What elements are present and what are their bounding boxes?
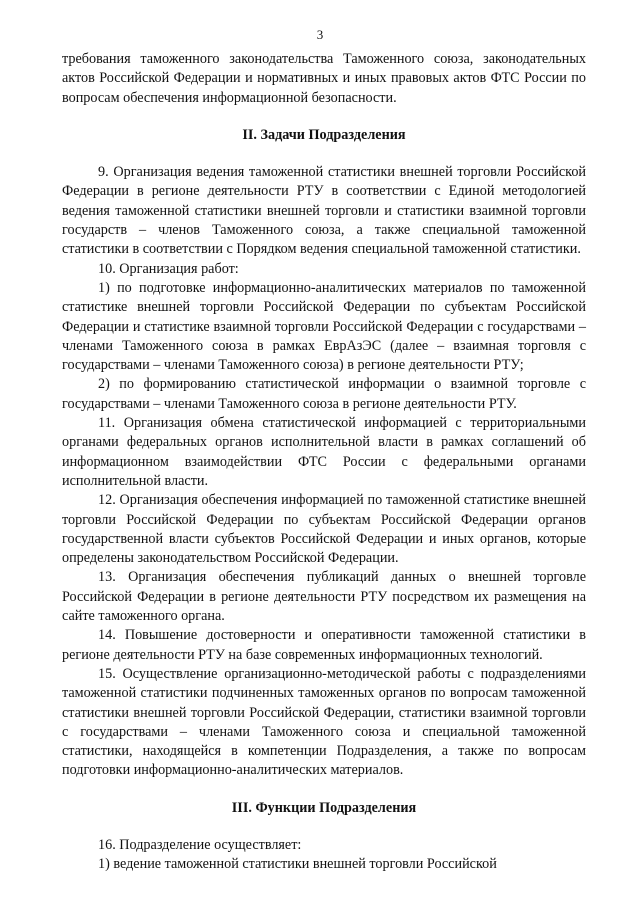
paragraph-15: 15. Осуществление организационно-методической работы с подразделениями таможенной статистики подчиненных таможенных органов по вопросам таможенной статистики внешней торговли Российской Федерации, статистики взаимной торговли с государствами – членами Таможенного союза и специальной таможенной статистики, находящейся в компетенции Подразделения, а также по вопросам подготовки информационно-аналитических материалов. <box>62 665 586 779</box>
paragraph-9: 9. Организация ведения таможенной статистики внешней торговли Российской Федерации в регионе деятельности РТУ в соответствии с Единой методологией ведения таможенной статистики внешней торговли и статистики взаимной торговли государств – членов Таможенного союза, а также специальной таможенной статистики в соответствии с Порядком ведения специальной таможенной статистики. <box>62 164 586 258</box>
paragraph-13: 13. Организация обеспечения публикаций данных о внешней торговле Российской Федерации в регионе деятельности РТУ посредством их размещения на сайте таможенного органа. <box>62 569 586 625</box>
page-number: 3 <box>316 27 324 42</box>
paragraph-10-item-2: 2) по формированию статистической информации о взаимной торговле с государствами – членами Таможенного союза в регионе деятельности РТУ. <box>62 376 586 412</box>
paragraph-14: 14. Повышение достоверности и оперативности таможенной статистики в регионе деятельности РТУ на базе современных информационных технологий. <box>62 627 586 663</box>
paragraph-16-item-1: 1) ведение таможенной статистики внешней торговли Российской <box>98 856 497 873</box>
paragraph-11: 11. Организация обмена статистической информацией с территориальными органами федеральных органов исполнительной власти в рамках соглашений об информационном взаимодействии ФТС России с федеральными органами исполнительной власти. <box>62 415 586 489</box>
paragraph-10: 10. Организация работ: <box>98 260 239 277</box>
section-3-heading: III. Функции Подразделения <box>231 799 417 816</box>
section-2-heading: II. Задачи Подразделения <box>242 126 406 143</box>
paragraph-16: 16. Подразделение осуществляет: <box>98 836 302 853</box>
paragraph-12: 12. Организация обеспечения информацией по таможенной статистике внешней торговли Российской Федерации по субъектам Российской Федерации органов государственной власти субъектов Российской Федерации и иных органов, которые определены законодательством Российской Федерации. <box>62 492 586 567</box>
paragraph-10-item-1: 1) по подготовке информационно-аналитических материалов по таможенной статистике внешней торговли Российской Федерации по субъектам Российской Федерации и статистике взаимной торговли Российской Федерации с государствами – членами Таможенного союза в рамках ЕврАзЭС (далее – взаимная торговля с государствами – членами Таможенного союза) в регионе деятельности РТУ; <box>62 279 586 374</box>
paragraph-continuation: требования таможенного законодательства Таможенного союза, законодательных актов Российской Федерации и нормативных и иных правовых актов ФТС России по вопросам обеспечения информационной безопасности. <box>62 51 586 106</box>
document-body <box>62 50 586 875</box>
